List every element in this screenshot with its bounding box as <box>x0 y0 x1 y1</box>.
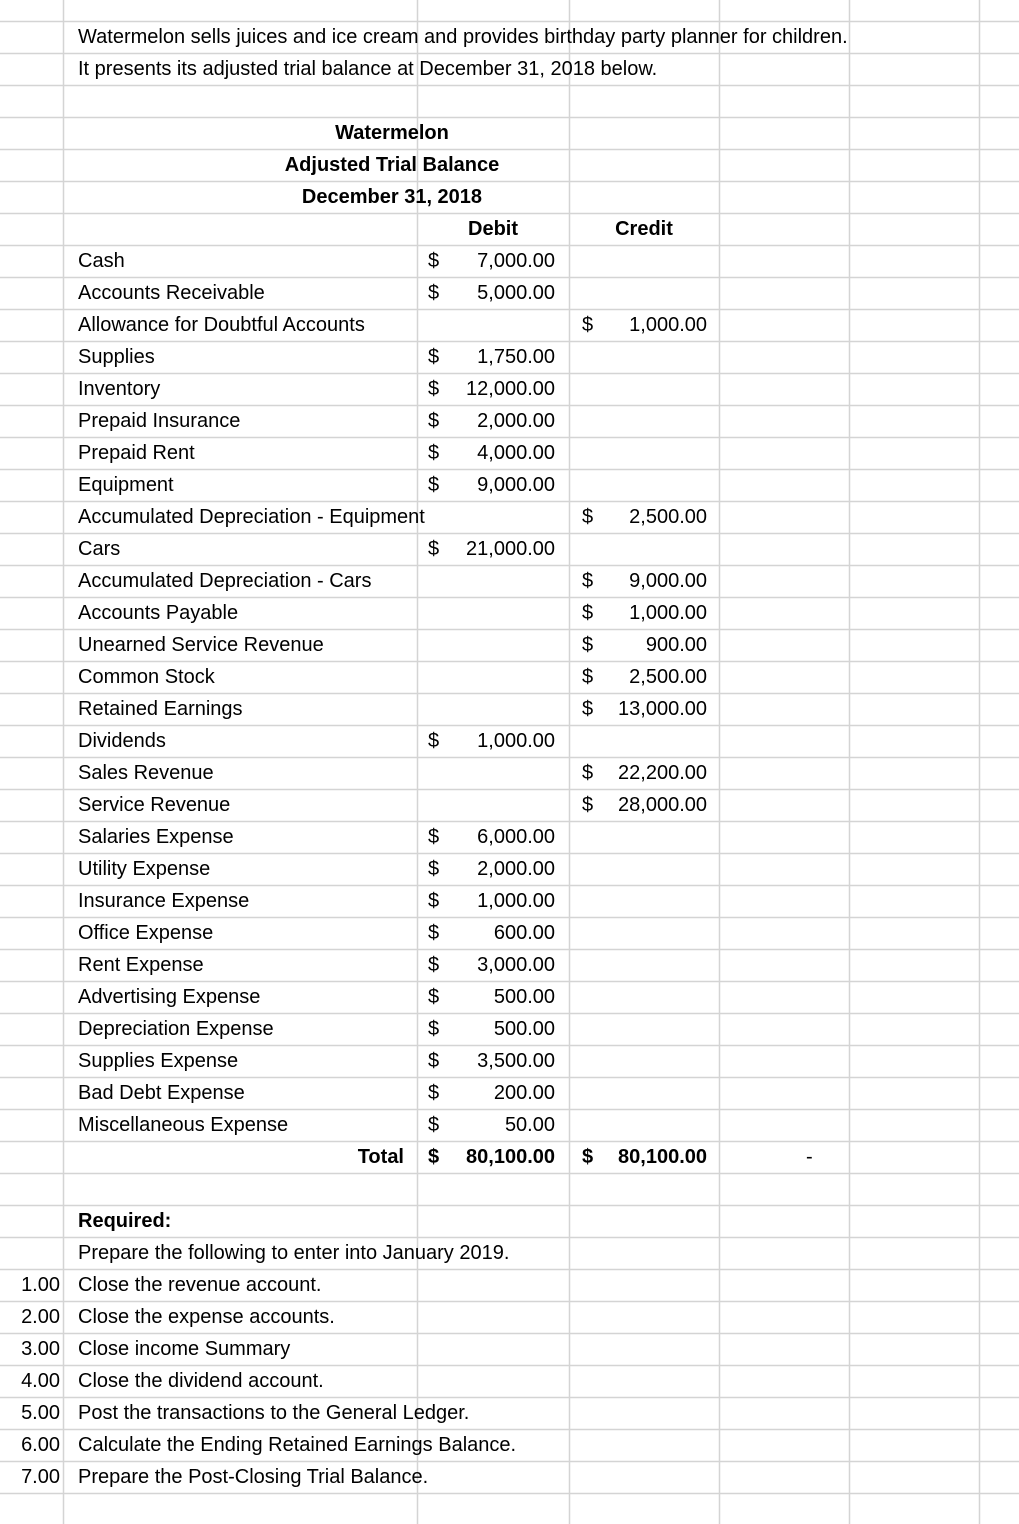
total-credit[interactable]: 80,100.00 <box>618 1146 707 1168</box>
step-text[interactable]: Post the transactions to the General Ledger. <box>78 1402 470 1424</box>
currency-symbol: $ <box>582 762 594 784</box>
table-row <box>0 341 1019 373</box>
currency-symbol: $ <box>428 986 440 1008</box>
header-row <box>0 181 1019 213</box>
currency-symbol: $ <box>428 858 440 880</box>
table-row <box>0 629 1019 661</box>
currency-symbol: $ <box>428 410 440 432</box>
account-name[interactable]: Unearned Service Revenue <box>78 634 324 656</box>
debit-amount[interactable]: 50.00 <box>504 1114 555 1136</box>
account-name[interactable]: Accumulated Depreciation - Equipment <box>78 506 425 528</box>
currency-symbol: $ <box>582 602 594 624</box>
account-name[interactable]: Common Stock <box>78 666 215 688</box>
table-row <box>0 853 1019 885</box>
credit-amount[interactable]: 28,000.00 <box>618 794 707 816</box>
currency-symbol: $ <box>428 1114 440 1136</box>
currency-symbol: $ <box>428 1018 440 1040</box>
table-row <box>0 1109 1019 1141</box>
table-row <box>0 533 1019 565</box>
intro-line-2[interactable]: It presents its adjusted trial balance at December 31, 2018 below. <box>78 58 658 80</box>
credit-amount[interactable]: 9,000.00 <box>629 570 707 592</box>
table-row <box>0 949 1019 981</box>
debit-amount[interactable]: 2,000.00 <box>477 858 555 880</box>
header-row <box>0 117 1019 149</box>
credit-amount[interactable]: 900.00 <box>645 634 707 656</box>
debit-amount[interactable]: 500.00 <box>493 986 555 1008</box>
table-row <box>0 725 1019 757</box>
currency-symbol: $ <box>428 474 440 496</box>
table-row <box>0 821 1019 853</box>
currency-symbol: $ <box>428 1146 440 1168</box>
list-item <box>0 1429 1019 1461</box>
debit-amount[interactable]: 600.00 <box>493 922 555 944</box>
total-label[interactable]: Total <box>357 1146 404 1168</box>
account-name[interactable]: Accounts Payable <box>78 602 239 624</box>
account-name[interactable]: Cash <box>78 250 125 272</box>
step-number[interactable]: 7.00 <box>21 1466 60 1488</box>
table-row <box>0 661 1019 693</box>
table-row <box>0 789 1019 821</box>
account-name[interactable]: Insurance Expense <box>78 890 250 912</box>
debit-amount[interactable]: 3,500.00 <box>477 1050 555 1072</box>
debit-amount[interactable]: 6,000.00 <box>477 826 555 848</box>
table-row <box>0 1045 1019 1077</box>
table-row <box>0 1077 1019 1109</box>
table-row <box>0 245 1019 277</box>
account-name[interactable]: Supplies Expense <box>78 1050 239 1072</box>
currency-symbol: $ <box>582 506 594 528</box>
required-instruction[interactable]: Prepare the following to enter into January 2019. <box>78 1242 510 1264</box>
step-text[interactable]: Prepare the Post-Closing Trial Balance. <box>78 1466 429 1488</box>
account-name[interactable]: Prepaid Rent <box>78 442 195 464</box>
account-name[interactable]: Service Revenue <box>78 794 231 816</box>
currency-symbol: $ <box>582 1146 594 1168</box>
credit-amount[interactable]: 22,200.00 <box>618 762 707 784</box>
step-text[interactable]: Close the revenue account. <box>78 1274 322 1296</box>
debit-amount[interactable]: 2,000.00 <box>477 410 555 432</box>
debit-amount[interactable]: 3,000.00 <box>477 954 555 976</box>
currency-symbol: $ <box>428 730 440 752</box>
step-number[interactable]: 6.00 <box>21 1434 60 1456</box>
account-name[interactable]: Accumulated Depreciation - Cars <box>78 570 372 592</box>
account-name[interactable]: Advertising Expense <box>78 986 261 1008</box>
required-heading-row <box>0 1205 1019 1237</box>
step-number[interactable]: 1.00 <box>21 1274 60 1296</box>
total-extra[interactable]: - <box>806 1146 813 1168</box>
step-text[interactable]: Close the dividend account. <box>78 1370 324 1392</box>
table-row <box>0 597 1019 629</box>
total-debit[interactable]: 80,100.00 <box>466 1146 555 1168</box>
currency-symbol: $ <box>428 282 440 304</box>
currency-symbol: $ <box>428 1082 440 1104</box>
currency-symbol: $ <box>582 666 594 688</box>
report-date[interactable]: December 31, 2018 <box>301 186 483 208</box>
step-text[interactable]: Calculate the Ending Retained Earnings Balance. <box>78 1434 517 1456</box>
step-text[interactable]: Close the expense accounts. <box>78 1306 335 1328</box>
currency-symbol: $ <box>428 954 440 976</box>
account-name[interactable]: Dividends <box>78 730 166 752</box>
table-row <box>0 373 1019 405</box>
header-row <box>0 149 1019 181</box>
table-row <box>0 757 1019 789</box>
currency-symbol: $ <box>428 442 440 464</box>
table-row <box>0 981 1019 1013</box>
company-title[interactable]: Watermelon <box>335 122 449 144</box>
table-row <box>0 405 1019 437</box>
credit-amount[interactable]: 13,000.00 <box>618 698 707 720</box>
currency-symbol: $ <box>428 890 440 912</box>
currency-symbol: $ <box>428 538 440 560</box>
credit-header[interactable]: Credit <box>615 218 673 240</box>
account-name[interactable]: Depreciation Expense <box>78 1018 274 1040</box>
account-name[interactable]: Miscellaneous Expense <box>78 1114 289 1136</box>
table-row <box>0 469 1019 501</box>
step-number[interactable]: 4.00 <box>21 1370 60 1392</box>
account-name[interactable]: Salaries Expense <box>78 826 234 848</box>
report-title[interactable]: Adjusted Trial Balance <box>284 154 500 176</box>
required-instruction-row <box>0 1237 1019 1269</box>
step-number[interactable]: 2.00 <box>21 1306 60 1328</box>
currency-symbol: $ <box>428 826 440 848</box>
account-name[interactable]: Allowance for Doubtful Accounts <box>78 314 365 336</box>
list-item <box>0 1301 1019 1333</box>
table-row <box>0 917 1019 949</box>
credit-amount[interactable]: 2,500.00 <box>629 506 707 528</box>
account-name[interactable]: Equipment <box>78 474 174 496</box>
currency-symbol: $ <box>428 250 440 272</box>
step-number[interactable]: 5.00 <box>21 1402 60 1424</box>
debit-amount[interactable]: 1,000.00 <box>477 730 555 752</box>
step-number[interactable]: 3.00 <box>21 1338 60 1360</box>
list-item <box>0 1461 1019 1493</box>
currency-symbol: $ <box>582 634 594 656</box>
total-row <box>0 1141 1019 1173</box>
credit-amount[interactable]: 1,000.00 <box>629 602 707 624</box>
table-row <box>0 501 1019 533</box>
debit-amount[interactable]: 4,000.00 <box>477 442 555 464</box>
list-item <box>0 1269 1019 1301</box>
account-name[interactable]: Inventory <box>78 378 161 400</box>
account-name[interactable]: Rent Expense <box>78 954 204 976</box>
debit-amount[interactable]: 21,000.00 <box>466 538 555 560</box>
debit-amount[interactable]: 5,000.00 <box>477 282 555 304</box>
list-item <box>0 1333 1019 1365</box>
list-item <box>0 1397 1019 1429</box>
required-heading[interactable]: Required: <box>78 1210 172 1232</box>
account-name[interactable]: Accounts Receivable <box>78 282 265 304</box>
table-row <box>0 565 1019 597</box>
currency-symbol: $ <box>428 346 440 368</box>
currency-symbol: $ <box>582 570 594 592</box>
account-name[interactable]: Bad Debt Expense <box>78 1082 245 1104</box>
account-name[interactable]: Office Expense <box>78 922 214 944</box>
column-header-row <box>0 213 1019 245</box>
currency-symbol: $ <box>428 922 440 944</box>
account-name[interactable]: Utility Expense <box>78 858 211 880</box>
intro-row <box>0 53 1019 85</box>
list-item <box>0 1365 1019 1397</box>
debit-amount[interactable]: 9,000.00 <box>477 474 555 496</box>
debit-amount[interactable]: 200.00 <box>493 1082 555 1104</box>
intro-row <box>0 21 1019 53</box>
step-text[interactable]: Close income Summary <box>78 1338 291 1360</box>
debit-amount[interactable]: 7,000.00 <box>477 250 555 272</box>
table-row <box>0 277 1019 309</box>
table-row <box>0 309 1019 341</box>
currency-symbol: $ <box>582 698 594 720</box>
table-row <box>0 1013 1019 1045</box>
account-name[interactable]: Retained Earnings <box>78 698 243 720</box>
debit-amount[interactable]: 1,750.00 <box>477 346 555 368</box>
intro-line-1[interactable]: Watermelon sells juices and ice cream and provides birthday party planner for children. <box>78 26 848 48</box>
table-row <box>0 885 1019 917</box>
currency-symbol: $ <box>428 1050 440 1072</box>
account-name[interactable]: Supplies <box>78 346 155 368</box>
account-name[interactable]: Cars <box>78 538 121 560</box>
debit-amount[interactable]: 500.00 <box>493 1018 555 1040</box>
table-row <box>0 437 1019 469</box>
currency-symbol: $ <box>428 378 440 400</box>
currency-symbol: $ <box>582 794 594 816</box>
debit-amount[interactable]: 12,000.00 <box>466 378 555 400</box>
account-name[interactable]: Prepaid Insurance <box>78 410 241 432</box>
account-name[interactable]: Sales Revenue <box>78 762 214 784</box>
table-row <box>0 693 1019 725</box>
credit-amount[interactable]: 1,000.00 <box>629 314 707 336</box>
debit-amount[interactable]: 1,000.00 <box>477 890 555 912</box>
credit-amount[interactable]: 2,500.00 <box>629 666 707 688</box>
debit-header[interactable]: Debit <box>468 218 518 240</box>
currency-symbol: $ <box>582 314 594 336</box>
